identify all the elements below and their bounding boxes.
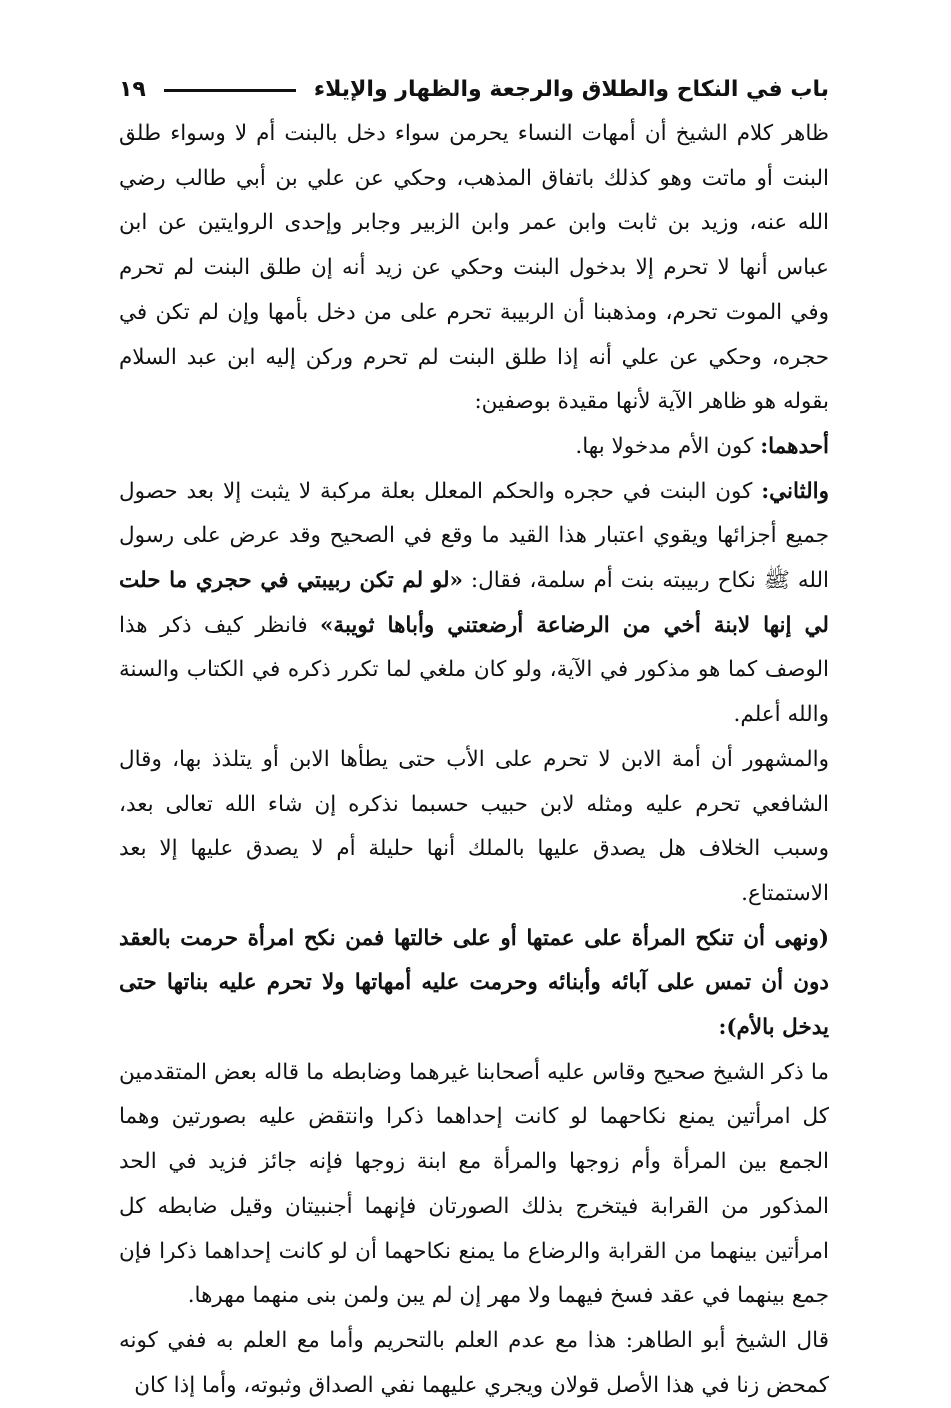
paragraph-main-text-quote: (ونهى أن تنكح المرأة على عمتها أو على خالتها فمن نكح امرأة حرمت بالعقد دون أن تمس على آبائه وأبنائه وحرمت عليه أمهاتها ولا تحرم عليه بناتها حتى يدخل بالأم): xyxy=(119,925,829,1041)
second-condition-label: والثاني: xyxy=(761,478,829,504)
hadith-quote: «لو لم تكن ربيبتي في حجري ما حلت لي إنها لابنة أخي من الرضاعة أرضعتني وأباها ثويبة» xyxy=(119,568,829,638)
paragraph-abu-al-tahir: قال الشيخ أبو الطاهر: هذا مع عدم العلم بالتحريم وأما مع العلم به ففي كونه كمحض زنا في هذا الأصل قولان ويجري عليهما نفي الصداق وثبوته، وأما إذا كان xyxy=(119,1327,829,1398)
paragraph-second-condition xyxy=(119,470,829,738)
second-condition-text-a: كون البنت في حجره والحكم المعلل بعلة مركبة لا يثبت إلا بعد حصول جميع أجزائها ويقوي اعتبار هذا القيد ما وقع في الصحيح وقد عرض على رسول الله ﷺ نكاح ربيبته بنت أم سلمة، فقال: xyxy=(119,478,829,594)
paragraph-mothers-in-law: ظاهر كلام الشيخ أن أمهات النساء يحرمن سواء دخل بالبنت أم لا وسواء طلق البنت أو ماتت وهو كذلك باتفاق المذهب، وحكي عن علي بن أبي طالب رضي الله عنه، وزيد بن ثابت وابن عمر وابن الزبير وجابر وإحدى الروايتين عن ابن عباس أنها لا تحرم إلا بدخول البنت وحكي عن زيد أنه إن طلق البنت لم تحرم وفي الموت تحرم، ومذهبنا أن الربيبة تحرم على من دخل بأمها وإن لم تكن في حجره، وحكي عن علي أنه إذا طلق البنت لم تحرم وركن إليه ابن عبد السلام بقوله هو ظاهر الآية لأنها مقيدة بوصفين: xyxy=(119,121,829,415)
body-text xyxy=(119,112,829,1408)
running-header xyxy=(119,70,829,110)
paragraph-son-slave: والمشهور أن أمة الابن لا تحرم على الأب حتى يطأها الابن أو يتلذذ بها، وقال الشافعي تحرم عليه ومثله لابن حبيب حسبما نذكره إن شاء الله تعالى بعد، وسبب الخلاف هل يصدق عليها بالملك أنها حليلة أم لا يصدق عليها إلا بعد الاستمتاع. xyxy=(119,746,829,906)
paragraph-commentary-rule: ما ذكر الشيخ صحيح وقاس عليه أصحابنا غيرهما وضابطه ما قاله بعض المتقدمين كل امرأتين يمنع نكاحهما لو كانت إحداهما ذكرا وانتقض عليه بصورتين وهما الجمع بين المرأة وأم زوجها والمرأة مع ابنة زوجها فإنه جائز فزيد في الحد المذكور من القرابة فيتخرج بذلك الصورتان فإنهما أجنبيتان وقيل ضابطه كل امرأتين بينهما من القرابة والرضاع ما يمنع نكاحهما أن لو كانت إحداهما ذكرا فإن جمع بينهما في عقد فسخ فيهما ولا مهر إن لم يبن ولمن بنى منهما مهرها. xyxy=(119,1059,829,1309)
chapter-title: باب في النكاح والطلاق والرجعة والظهار والإيلاء xyxy=(313,77,829,102)
header-rule xyxy=(164,89,296,92)
page-number: ١٩ xyxy=(119,77,146,102)
second-condition-text-b: فانظر كيف ذكر هذا الوصف كما هو مذكور في الآية، ولو كان ملغي لما تكرر ذكره في الكتاب والسنة والله أعلم. xyxy=(119,612,829,728)
first-condition-text: كون الأم مدخولا بها. xyxy=(575,433,761,459)
paragraph-first-condition xyxy=(119,425,829,470)
first-condition-label: أحدهما: xyxy=(760,433,829,459)
